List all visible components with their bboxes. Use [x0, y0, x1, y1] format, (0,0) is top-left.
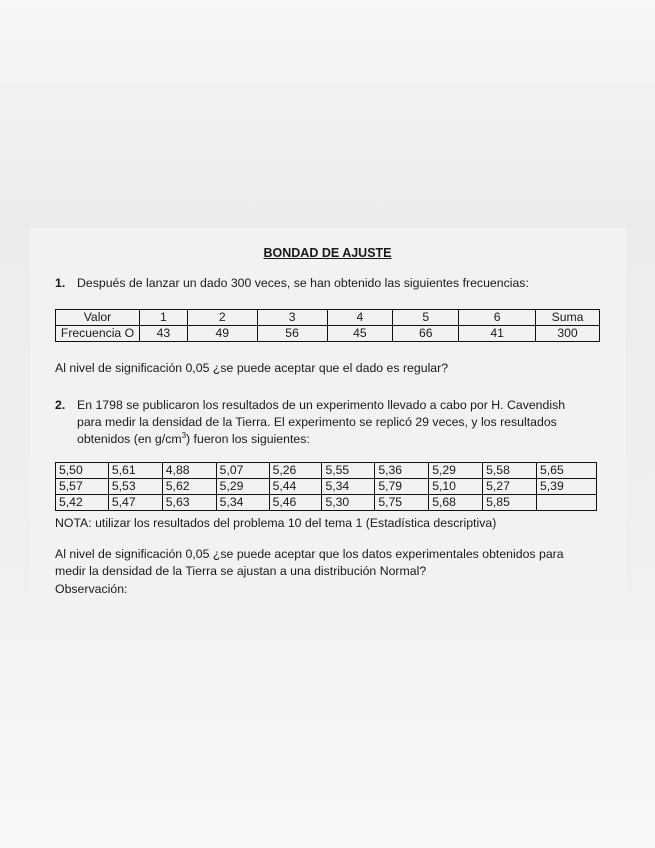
frequency-cell: 3	[257, 310, 327, 326]
data-cell: 5,55	[322, 463, 375, 479]
frequency-cell: 1	[139, 310, 187, 326]
problem-2-question-line-2: medir la densidad de la Tierra se ajustan a una distribución Normal?	[55, 564, 427, 578]
data-cell: 5,65	[537, 463, 597, 479]
problem-2-superscript: 3	[181, 430, 187, 440]
frequency-cell: 56	[257, 326, 327, 342]
data-cell: 5,79	[375, 479, 429, 495]
frequency-cell: 41	[459, 326, 536, 342]
page-title: BONDAD DE AJUSTE	[263, 246, 392, 260]
data-cell: 5,44	[269, 479, 322, 495]
frequency-cell: 4	[327, 310, 393, 326]
data-cell: 5,63	[162, 495, 216, 511]
problem-2-line-3-pre: obtenidos (en g/cm	[77, 432, 182, 446]
data-cell: 5,07	[216, 463, 269, 479]
problem-1-question: Al nivel de significación 0,05 ¿se puede aceptar que el dado es regular?	[55, 361, 449, 375]
data-cell: 5,30	[322, 495, 375, 511]
problem-1-statement	[55, 275, 529, 291]
data-cell: 5,50	[56, 463, 109, 479]
frequency-cell: 2	[187, 310, 257, 326]
frequency-cell: Suma	[536, 310, 600, 326]
data-cell: 5,46	[269, 495, 322, 511]
data-cell: 5,53	[108, 479, 162, 495]
problem-2-line-3-post: ) fueron los siguientes:	[186, 432, 310, 446]
frequency-cell: Frecuencia O	[56, 326, 140, 342]
data-cell: 5,27	[483, 479, 537, 495]
data-cell: 5,36	[375, 463, 429, 479]
data-cell	[537, 495, 597, 511]
problem-2-line-2: para medir la densidad de la Tierra. El experimento se replicó 29 veces, y los resultados	[77, 415, 557, 429]
frequency-cell: Valor	[56, 310, 140, 326]
frequency-table-header	[56, 310, 600, 326]
data-cell: 5,57	[56, 479, 109, 495]
problem-1-number: 1.	[55, 276, 66, 290]
problem-2-observation: Observación:	[55, 582, 128, 596]
data-cell: 5,58	[483, 463, 537, 479]
data-cell: 5,85	[483, 495, 537, 511]
data-row	[56, 463, 597, 479]
data-cell: 5,26	[269, 463, 322, 479]
frequency-cell: 5	[393, 310, 459, 326]
frequency-cell: 43	[139, 326, 187, 342]
cavendish-data-table	[55, 462, 597, 511]
frequency-cell: 49	[187, 326, 257, 342]
problem-2-note: NOTA: utilizar los resultados del problema 10 del tema 1 (Estadística descriptiva)	[55, 516, 497, 530]
frequency-cell: 45	[327, 326, 393, 342]
data-cell: 5,42	[56, 495, 109, 511]
problem-1-text: Después de lanzar un dado 300 veces, se han obtenido las siguientes frecuencias:	[77, 276, 529, 290]
problem-2-line-1: En 1798 se publicaron los resultados de un experimento llevado a cabo por H. Cavendish	[77, 398, 566, 412]
problem-2-line-3	[77, 431, 310, 447]
data-cell: 5,29	[429, 463, 483, 479]
data-cell: 5,61	[108, 463, 162, 479]
problem-2-number: 2.	[55, 398, 66, 412]
frequency-table-row	[56, 326, 600, 342]
data-row	[56, 479, 597, 495]
data-cell: 5,62	[162, 479, 216, 495]
data-cell: 4,88	[162, 463, 216, 479]
data-cell: 5,34	[216, 495, 269, 511]
data-cell: 5,29	[216, 479, 269, 495]
data-cell: 5,75	[375, 495, 429, 511]
data-cell: 5,47	[108, 495, 162, 511]
data-cell: 5,39	[537, 479, 597, 495]
problem-2-statement	[55, 397, 565, 413]
frequency-cell: 6	[459, 310, 536, 326]
frequency-cell: 300	[536, 326, 600, 342]
frequency-cell: 66	[393, 326, 459, 342]
data-cell: 5,34	[322, 479, 375, 495]
data-row	[56, 495, 597, 511]
frequency-table	[55, 309, 600, 342]
data-cell: 5,68	[429, 495, 483, 511]
data-cell: 5,10	[429, 479, 483, 495]
problem-2-question-line-1: Al nivel de significación 0,05 ¿se puede aceptar que los datos experimentales obtenidos para	[55, 547, 564, 561]
